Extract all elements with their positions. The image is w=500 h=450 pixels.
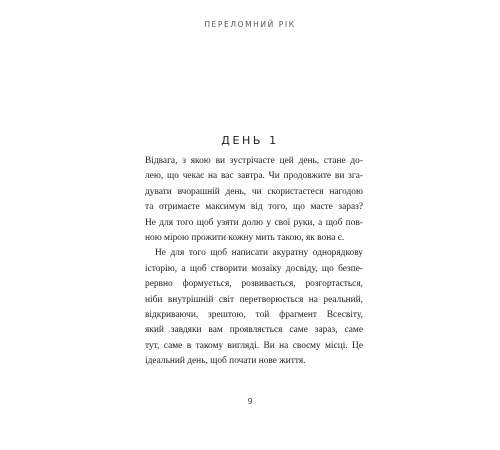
paragraph-line: який завдяки вам проявляється саме зараз, саме (145, 325, 363, 336)
paragraph-line: Не для того щоб узяти долю у свої руки, а щоб пов- (145, 217, 363, 228)
page-number: 9 (247, 397, 253, 406)
paragraph-2 (145, 246, 363, 369)
paragraph-line: рервно формується, розвивається, розгортається, (145, 279, 363, 290)
paragraph-line: відкриваючи, зрештою, той фрагмент Всесвіту, (145, 309, 363, 320)
paragraph-line: ніби внутрішній світ перетворюється на реальний, (145, 294, 363, 305)
paragraph-line: лею, що чекає на вас завтра. Чи продовжите ви зга- (145, 171, 363, 182)
body-text (145, 154, 363, 369)
paragraph-line: ідеальний день, щоб почати нове життя. (145, 356, 306, 367)
chapter-title: ДЕНЬ 1 (221, 134, 279, 147)
paragraph-line: тут, саме в такому вигляді. Ви на своєму місці. Це (145, 340, 363, 351)
paragraph-line: дувати вчорашній день, чи скористаєтеся нагодою (145, 186, 363, 197)
paragraph-line: ною мірою прожити кожну мить такою, як вона є. (145, 232, 345, 243)
paragraph-1 (145, 154, 363, 246)
running-head: ПЕРЕЛОМНИЙ РІК (204, 20, 296, 29)
paragraph-line: історію, а щоб створити мозаїку досвіду, що безпе- (145, 263, 363, 274)
paragraph-line: та отримаєте максимум від того, що маєте зараз? (145, 202, 363, 213)
paragraph-line: Не для того щоб написати акуратну однорядкову (155, 248, 363, 259)
paragraph-line: Відвага, з якою ви зустрічаєте цей день, стане до- (145, 156, 363, 166)
